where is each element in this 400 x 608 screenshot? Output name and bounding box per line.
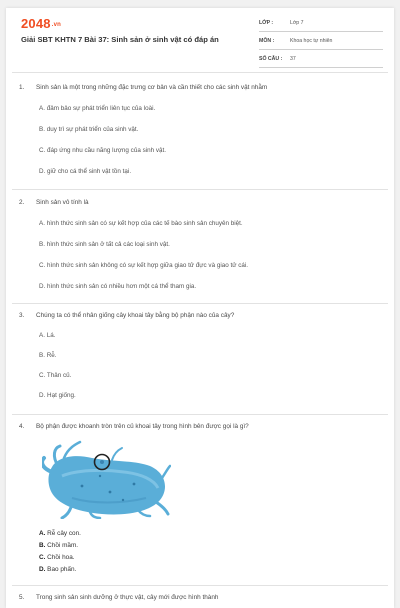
option-d[interactable]: D. giữ cho cá thể sinh vật tồn tại. [39,168,132,175]
option-d[interactable]: D. hình thức sinh sản có nhiều hơn một cá thể tham gia. [39,283,197,290]
option-letter: D. [39,566,46,573]
option-c[interactable]: C. Thân củ. [39,372,72,379]
meta-row-subject [259,32,383,50]
option-a[interactable] [39,530,81,537]
question-text: Sinh sản là một trong những đặc trưng cơ bản và cần thiết cho các sinh vật nhằm [36,84,268,91]
question-text: Bộ phận được khoanh tròn trên củ khoai tây trong hình bên được gọi là gì? [36,423,249,430]
question-number: 1. [19,84,25,91]
option-b[interactable]: B. hình thức sinh sản ở tất cả các loại sinh vật. [39,241,170,248]
question-number: 2. [19,199,25,206]
option-a[interactable]: A. Lá. [39,332,56,339]
meta-label: SỐ CÂU : [259,56,283,62]
option-text: Rễ cây con. [45,530,81,537]
option-letter: C. [39,554,46,561]
option-letter: A. [39,530,46,537]
header [6,8,394,72]
divider [12,189,388,190]
option-text: Bao phấn. [45,566,77,573]
option-d[interactable] [39,566,76,573]
meta-table [259,14,383,68]
logo-suffix: .vn [51,22,62,28]
meta-value: Lớp 7 [290,20,304,26]
divider [12,303,388,304]
divider [12,414,388,415]
option-c[interactable] [39,554,75,561]
question-text: Trong sinh sản sinh dưỡng ở thực vật, cây mới được hình thành [36,594,219,601]
option-a[interactable]: A. hình thức sinh sản có sự kết hợp của các tế bào sinh sản chuyên biệt. [39,220,243,227]
meta-row-count [259,50,383,68]
meta-row-grade [259,14,383,32]
question-number: 5. [19,594,25,601]
divider [12,72,388,73]
meta-label: MÔN : [259,38,275,44]
option-text: Chồi hoa. [45,554,75,561]
meta-value: 37 [290,56,296,62]
question-text: Chúng ta có thể nhân giống cây khoai tây bằng bộ phận nào của cây? [36,312,235,319]
potato-image [42,442,170,518]
option-b[interactable] [39,542,78,549]
potato-figure [42,436,171,519]
option-c[interactable]: C. hình thức sinh sản không có sự kết hợp giữa giao tử đực và giao tử cái. [39,262,248,269]
logo-main: 2048 [21,16,51,31]
option-b[interactable]: B. Rễ. [39,352,57,359]
option-text: Chồi mầm. [45,542,79,549]
divider [12,585,388,586]
option-letter: B. [39,542,46,549]
option-d[interactable]: D. Hạt giống. [39,392,76,399]
meta-label: LỚP : [259,20,274,26]
site-logo[interactable] [21,16,61,31]
document-title: Giải SBT KHTN 7 Bài 37: Sinh sản ở sinh vật có đáp án [21,35,219,44]
question-number: 4. [19,423,25,430]
question-text: Sinh sản vô tính là [36,199,89,206]
meta-value: Khoa học tự nhiên [290,38,333,44]
option-a[interactable]: A. đảm bảo sự phát triển liên tục của loài. [39,105,156,112]
option-b[interactable]: B. duy trì sự phát triển của sinh vật. [39,126,139,133]
document-page [6,8,394,608]
option-c[interactable]: C. đáp ứng nhu cầu năng lượng của sinh vật. [39,147,167,154]
question-number: 3. [19,312,25,319]
